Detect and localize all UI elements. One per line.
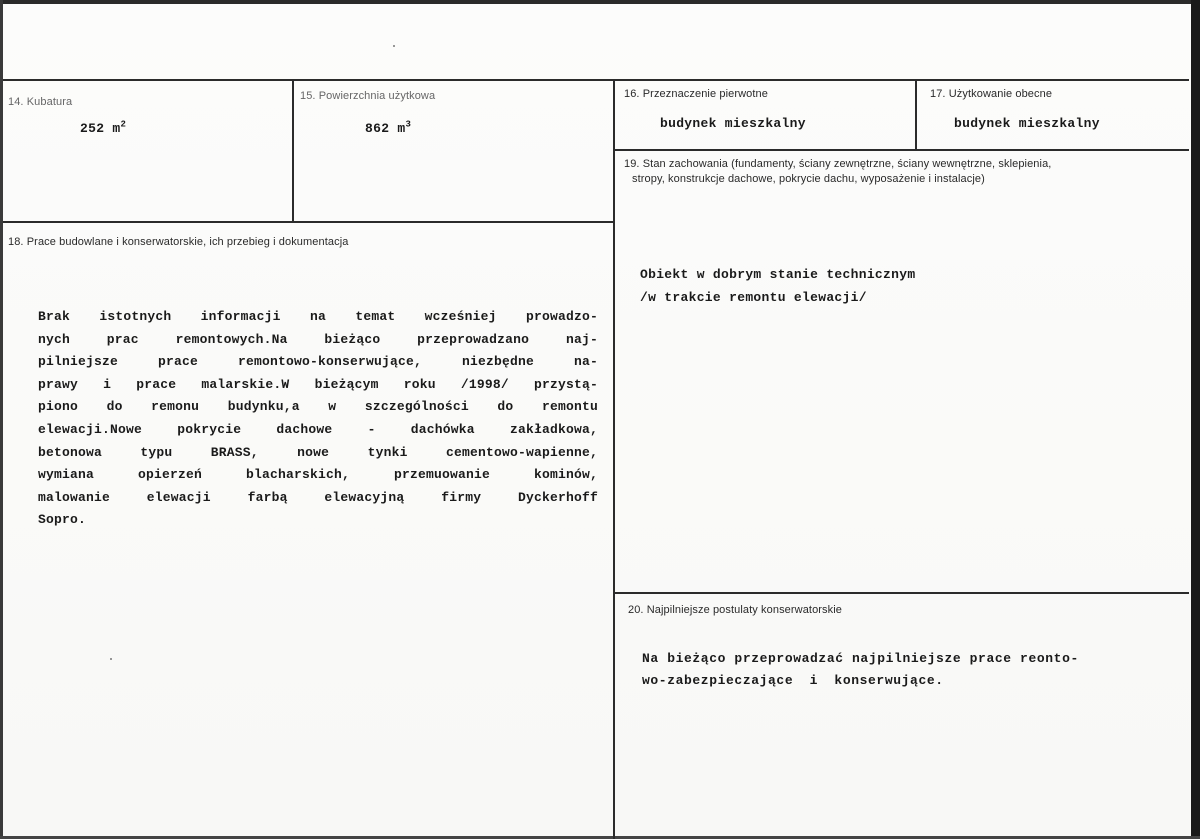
field-16-value: budynek mieszkalny [660, 116, 806, 131]
field-18-text-line [38, 445, 598, 460]
field-18-word: zakładkowa, [509, 422, 598, 437]
field-18-word: niezbędne [461, 354, 534, 370]
grid-line-v-915 [915, 80, 917, 150]
field-18-word: elewacji.Nowe [38, 422, 143, 437]
field-18-word: pilniejsze [38, 354, 119, 370]
card-edge-top [0, 0, 1200, 4]
field-18-word: firmy [441, 489, 482, 505]
field-18-word: remontu [541, 399, 598, 415]
field-18-word: przeprowadzano [417, 331, 530, 347]
field-18-word: dachowe [276, 422, 333, 437]
field-19-text-line2: /w trakcie remontu elewacji/ [640, 290, 867, 305]
card-edge-right [1191, 0, 1200, 839]
field-18-word: temat [355, 309, 396, 324]
field-19-label-line1: 19. Stan zachowania (fundamenty, ściany zewnętrzne, ściany wewnętrzne, sklepienia, [624, 158, 1052, 170]
grid-line-v-614 [613, 80, 615, 839]
field-18-word: remonu [151, 399, 200, 415]
field-18-text-line [38, 309, 598, 324]
field-18-word: prace [136, 376, 177, 392]
field-18-text-line [38, 354, 598, 369]
scan-speck [110, 658, 112, 660]
field-18-word: betonowa [38, 444, 103, 460]
card-edge-left [0, 0, 3, 839]
field-18-word: cementowo-wapienne, [445, 444, 598, 460]
field-18-word: remontowych.Na [175, 331, 288, 347]
field-19-label-line2: stropy, konstrukcje dachowe, pokrycie dachu, wyposażenie i instalacje) [632, 173, 985, 185]
field-18-word: tynki [367, 444, 408, 460]
field-18-word: /1998/ [460, 376, 509, 392]
field-14-exponent: 2 [120, 119, 127, 130]
grid-line-v-292 [292, 80, 294, 222]
scan-speck [393, 45, 395, 47]
field-14-unit: m [112, 121, 121, 136]
field-18-word: wcześniej [424, 309, 497, 324]
field-16-label: 16. Przeznaczenie pierwotne [624, 88, 768, 100]
field-18-word: kominów, [533, 467, 598, 483]
field-18-word: pokrycie [177, 422, 242, 437]
field-18-text-line [38, 490, 598, 505]
field-18-word: piono [38, 399, 79, 415]
field-18-word: budynku,a [227, 399, 300, 415]
field-18-word: do [497, 399, 514, 415]
field-18-word: bieżącym [314, 376, 379, 392]
field-18-word: - [367, 422, 376, 437]
field-18-word: elewacyjną [324, 489, 405, 505]
field-18-word: przystą- [533, 376, 598, 392]
field-18-word: wymiana [38, 467, 95, 483]
field-14-label: 14. Kubatura [8, 96, 73, 108]
field-15-number: 862 [365, 121, 390, 136]
field-18-word: na- [573, 354, 598, 370]
field-15-value [365, 121, 411, 136]
field-18-word: elewacji [146, 489, 211, 505]
field-18-word: Brak [38, 309, 71, 324]
field-18-word: farbą [247, 489, 288, 505]
field-18-word: Dyckerhoff [517, 489, 598, 505]
field-18-word: szczególności [364, 399, 469, 415]
grid-line-top [3, 79, 1189, 81]
field-18-word: istotnych [99, 309, 172, 324]
field-18-word: prawy [38, 376, 79, 392]
field-15-exponent: 3 [405, 119, 412, 130]
field-20-text-line2: wo-zabezpieczające i konserwujące. [642, 673, 944, 688]
field-18-text-line [38, 422, 598, 437]
field-18-word: nych [38, 331, 71, 347]
field-18-text-line [38, 399, 598, 414]
field-18-text-line [38, 467, 598, 482]
field-18-label: 18. Prace budowlane i konserwatorskie, ich przebieg i dokumentacja [8, 236, 349, 248]
field-18-word: Sopro. [38, 512, 87, 528]
grid-line-right-low [614, 592, 1189, 594]
field-14-value [80, 121, 126, 136]
field-18-text-line [38, 377, 598, 392]
field-18-word: i [103, 376, 112, 392]
field-18-word: dachówka [410, 422, 475, 437]
grid-line-left-mid [3, 221, 615, 223]
field-18-word: remontowo-konserwujące, [237, 354, 422, 370]
field-18-word: roku [403, 376, 436, 392]
field-18-word: malowanie [38, 489, 111, 505]
field-18-word: nowe [297, 444, 330, 460]
field-17-value: budynek mieszkalny [954, 116, 1100, 131]
field-18-word: malarskie.W [201, 376, 290, 392]
field-19-text-line1: Obiekt w dobrym stanie technicznym [640, 267, 916, 282]
field-17-label: 17. Użytkowanie obecne [930, 88, 1053, 100]
field-18-word: blacharskich, [245, 467, 350, 483]
field-18-word: prowadzo- [525, 309, 598, 324]
field-18-word: do [106, 399, 123, 415]
field-15-unit: m [397, 121, 406, 136]
field-18-text-line [38, 512, 598, 527]
field-20-text-line1: Na bieżąco przeprowadzać najpilniejsze prace reonto- [642, 651, 1079, 666]
field-18-word: typu [140, 444, 173, 460]
field-18-word: BRASS, [210, 444, 259, 460]
field-18-word: na [309, 309, 326, 324]
field-18-word: w [328, 399, 337, 415]
field-18-word: naj- [565, 331, 598, 347]
field-18-word: opierzeń [137, 467, 202, 483]
field-20-label: 20. Najpilniejsze postulaty konserwatorskie [628, 604, 843, 616]
field-18-word: prac [106, 331, 139, 347]
field-15-label: 15. Powierzchnia użytkowa [300, 90, 436, 102]
field-18-word: bieżąco [324, 331, 381, 347]
grid-line-right-mid [614, 149, 1189, 151]
field-18-text-line [38, 332, 598, 347]
field-18-word: informacji [200, 309, 281, 324]
field-18-word: prace [157, 354, 198, 370]
field-18-word: przemuowanie [393, 467, 490, 483]
field-14-number: 252 [80, 121, 105, 136]
